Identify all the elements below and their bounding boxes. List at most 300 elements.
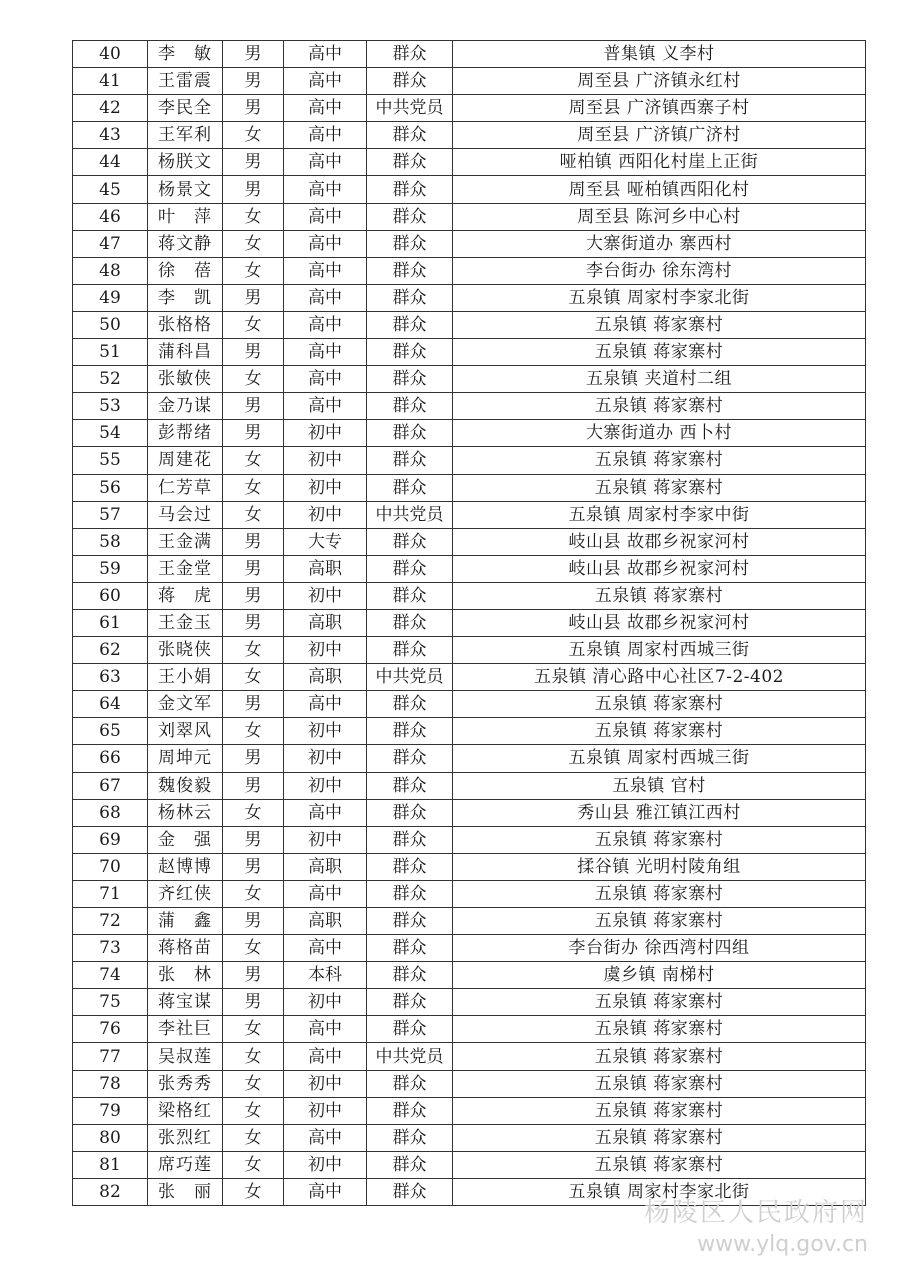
political-status-cell: 群众 [367, 1016, 453, 1043]
gender-cell: 男 [223, 149, 284, 176]
political-status-cell: 群众 [367, 1070, 453, 1097]
address-cell: 五泉镇 蒋家寨村 [453, 582, 866, 609]
political-status-cell: 群众 [367, 1124, 453, 1151]
person-name-cell: 席巧莲 [148, 1151, 223, 1178]
address-cell: 五泉镇 蒋家寨村 [453, 1043, 866, 1070]
table-row [73, 609, 866, 636]
address-cell: 五泉镇 蒋家寨村 [453, 691, 866, 718]
row-number-cell: 74 [73, 962, 148, 989]
table-row [73, 989, 866, 1016]
table-row [73, 420, 866, 447]
gender-cell: 女 [223, 474, 284, 501]
education-level-cell: 高中 [284, 203, 367, 230]
address-cell: 岐山县 故郡乡祝家河村 [453, 555, 866, 582]
address-cell: 五泉镇 蒋家寨村 [453, 474, 866, 501]
address-cell: 五泉镇 周家村李家北街 [453, 1178, 866, 1205]
address-cell: 大寨街道办 寨西村 [453, 230, 866, 257]
political-status-cell: 中共党员 [367, 95, 453, 122]
education-level-cell: 高中 [284, 149, 367, 176]
person-name-cell: 蒋宝谋 [148, 989, 223, 1016]
address-cell: 五泉镇 周家村李家中街 [453, 501, 866, 528]
row-number-cell: 46 [73, 203, 148, 230]
gender-cell: 男 [223, 691, 284, 718]
gender-cell: 女 [223, 501, 284, 528]
political-status-cell: 群众 [367, 826, 453, 853]
political-status-cell: 群众 [367, 853, 453, 880]
row-number-cell: 40 [73, 41, 148, 68]
political-status-cell: 群众 [367, 799, 453, 826]
person-name-cell: 叶 萍 [148, 203, 223, 230]
row-number-cell: 60 [73, 582, 148, 609]
education-level-cell: 高中 [284, 935, 367, 962]
political-status-cell: 群众 [367, 474, 453, 501]
education-level-cell: 高中 [284, 393, 367, 420]
table-row [73, 1124, 866, 1151]
gender-cell: 男 [223, 908, 284, 935]
row-number-cell: 42 [73, 95, 148, 122]
political-status-cell: 群众 [367, 447, 453, 474]
table-row [73, 1043, 866, 1070]
address-cell: 五泉镇 蒋家寨村 [453, 1016, 866, 1043]
row-number-cell: 57 [73, 501, 148, 528]
gender-cell: 女 [223, 1178, 284, 1205]
row-number-cell: 82 [73, 1178, 148, 1205]
address-cell: 五泉镇 周家村西城三街 [453, 745, 866, 772]
table-row [73, 582, 866, 609]
person-name-cell: 王金玉 [148, 609, 223, 636]
political-status-cell: 群众 [367, 528, 453, 555]
gender-cell: 女 [223, 1151, 284, 1178]
table-row [73, 853, 866, 880]
gender-cell: 男 [223, 555, 284, 582]
row-number-cell: 68 [73, 799, 148, 826]
education-level-cell: 高中 [284, 257, 367, 284]
education-level-cell: 初中 [284, 745, 367, 772]
row-number-cell: 81 [73, 1151, 148, 1178]
gender-cell: 男 [223, 41, 284, 68]
person-name-cell: 蒋文静 [148, 230, 223, 257]
gender-cell: 男 [223, 772, 284, 799]
address-cell: 五泉镇 蒋家寨村 [453, 718, 866, 745]
person-name-cell: 李 敏 [148, 41, 223, 68]
person-name-cell: 蒲 鑫 [148, 908, 223, 935]
person-name-cell: 王雷震 [148, 68, 223, 95]
gender-cell: 男 [223, 826, 284, 853]
person-name-cell: 蒋格苗 [148, 935, 223, 962]
gender-cell: 男 [223, 420, 284, 447]
education-level-cell: 高中 [284, 691, 367, 718]
person-name-cell: 王金堂 [148, 555, 223, 582]
gender-cell: 女 [223, 637, 284, 664]
address-cell: 五泉镇 蒋家寨村 [453, 1151, 866, 1178]
row-number-cell: 58 [73, 528, 148, 555]
row-number-cell: 45 [73, 176, 148, 203]
gender-cell: 女 [223, 122, 284, 149]
address-cell: 大寨街道办 西卜村 [453, 420, 866, 447]
political-status-cell: 群众 [367, 962, 453, 989]
political-status-cell: 群众 [367, 609, 453, 636]
political-status-cell: 中共党员 [367, 1043, 453, 1070]
address-cell: 五泉镇 蒋家寨村 [453, 311, 866, 338]
person-name-cell: 王金满 [148, 528, 223, 555]
education-level-cell: 初中 [284, 637, 367, 664]
table-row [73, 1016, 866, 1043]
row-number-cell: 72 [73, 908, 148, 935]
address-cell: 岐山县 故郡乡祝家河村 [453, 528, 866, 555]
political-status-cell: 群众 [367, 284, 453, 311]
row-number-cell: 53 [73, 393, 148, 420]
address-cell: 五泉镇 官村 [453, 772, 866, 799]
row-number-cell: 41 [73, 68, 148, 95]
row-number-cell: 69 [73, 826, 148, 853]
address-cell: 五泉镇 蒋家寨村 [453, 1124, 866, 1151]
address-cell: 五泉镇 蒋家寨村 [453, 826, 866, 853]
political-status-cell: 群众 [367, 989, 453, 1016]
row-number-cell: 80 [73, 1124, 148, 1151]
table-row [73, 284, 866, 311]
education-level-cell: 高中 [284, 230, 367, 257]
political-status-cell: 群众 [367, 582, 453, 609]
education-level-cell: 初中 [284, 718, 367, 745]
person-name-cell: 周建花 [148, 447, 223, 474]
gender-cell: 男 [223, 528, 284, 555]
education-level-cell: 高中 [284, 1016, 367, 1043]
table-row [73, 555, 866, 582]
gender-cell: 女 [223, 366, 284, 393]
row-number-cell: 71 [73, 880, 148, 907]
gender-cell: 男 [223, 176, 284, 203]
row-number-cell: 77 [73, 1043, 148, 1070]
row-number-cell: 67 [73, 772, 148, 799]
person-name-cell: 金乃谋 [148, 393, 223, 420]
person-name-cell: 杨景文 [148, 176, 223, 203]
person-name-cell: 梁格红 [148, 1097, 223, 1124]
political-status-cell: 群众 [367, 745, 453, 772]
person-name-cell: 吴叔莲 [148, 1043, 223, 1070]
person-name-cell: 周坤元 [148, 745, 223, 772]
table-row [73, 95, 866, 122]
gender-cell: 男 [223, 609, 284, 636]
education-level-cell: 初中 [284, 447, 367, 474]
political-status-cell: 群众 [367, 1178, 453, 1205]
person-name-cell: 马会过 [148, 501, 223, 528]
person-name-cell: 金 强 [148, 826, 223, 853]
gender-cell: 女 [223, 230, 284, 257]
table-row [73, 664, 866, 691]
education-level-cell: 初中 [284, 1070, 367, 1097]
education-level-cell: 初中 [284, 582, 367, 609]
gender-cell: 女 [223, 1124, 284, 1151]
political-status-cell: 群众 [367, 393, 453, 420]
political-status-cell: 群众 [367, 176, 453, 203]
political-status-cell: 群众 [367, 68, 453, 95]
education-level-cell: 高中 [284, 339, 367, 366]
table-row [73, 203, 866, 230]
education-level-cell: 高中 [284, 176, 367, 203]
education-level-cell: 高中 [284, 95, 367, 122]
person-name-cell: 魏俊毅 [148, 772, 223, 799]
table-row [73, 935, 866, 962]
education-level-cell: 大专 [284, 528, 367, 555]
gender-cell: 男 [223, 582, 284, 609]
table-row [73, 176, 866, 203]
row-number-cell: 49 [73, 284, 148, 311]
row-number-cell: 78 [73, 1070, 148, 1097]
roster-table [72, 40, 866, 1206]
person-name-cell: 齐红侠 [148, 880, 223, 907]
political-status-cell: 群众 [367, 1151, 453, 1178]
row-number-cell: 63 [73, 664, 148, 691]
education-level-cell: 高职 [284, 908, 367, 935]
table-row [73, 962, 866, 989]
table-row [73, 501, 866, 528]
row-number-cell: 47 [73, 230, 148, 257]
education-level-cell: 高中 [284, 1124, 367, 1151]
political-status-cell: 中共党员 [367, 664, 453, 691]
table-row [73, 772, 866, 799]
address-cell: 五泉镇 周家村西城三街 [453, 637, 866, 664]
political-status-cell: 群众 [367, 935, 453, 962]
watermark-title: 杨陵区人民政府网 [643, 1198, 868, 1228]
person-name-cell: 徐 蓓 [148, 257, 223, 284]
table-row [73, 691, 866, 718]
education-level-cell: 高职 [284, 555, 367, 582]
gender-cell: 女 [223, 664, 284, 691]
table-row [73, 1070, 866, 1097]
education-level-cell: 初中 [284, 1151, 367, 1178]
person-name-cell: 杨林云 [148, 799, 223, 826]
table-row [73, 637, 866, 664]
address-cell: 五泉镇 蒋家寨村 [453, 1070, 866, 1097]
row-number-cell: 76 [73, 1016, 148, 1043]
gender-cell: 女 [223, 935, 284, 962]
address-cell: 五泉镇 清心路中心社区7-2-402 [453, 664, 866, 691]
gender-cell: 女 [223, 447, 284, 474]
row-number-cell: 56 [73, 474, 148, 501]
table-row [73, 826, 866, 853]
table-row [73, 1097, 866, 1124]
political-status-cell: 群众 [367, 1097, 453, 1124]
gender-cell: 女 [223, 880, 284, 907]
person-name-cell: 张秀秀 [148, 1070, 223, 1097]
person-name-cell: 李社巨 [148, 1016, 223, 1043]
political-status-cell: 群众 [367, 880, 453, 907]
table-row [73, 311, 866, 338]
political-status-cell: 群众 [367, 257, 453, 284]
row-number-cell: 51 [73, 339, 148, 366]
political-status-cell: 群众 [367, 311, 453, 338]
political-status-cell: 群众 [367, 637, 453, 664]
education-level-cell: 高中 [284, 880, 367, 907]
row-number-cell: 79 [73, 1097, 148, 1124]
person-name-cell: 张 林 [148, 962, 223, 989]
gender-cell: 女 [223, 799, 284, 826]
table-row [73, 68, 866, 95]
address-cell: 五泉镇 周家村李家北街 [453, 284, 866, 311]
person-name-cell: 张敏侠 [148, 366, 223, 393]
education-level-cell: 初中 [284, 501, 367, 528]
education-level-cell: 初中 [284, 826, 367, 853]
address-cell: 岐山县 故郡乡祝家河村 [453, 609, 866, 636]
education-level-cell: 高中 [284, 1043, 367, 1070]
education-level-cell: 高中 [284, 284, 367, 311]
political-status-cell: 群众 [367, 908, 453, 935]
table-row [73, 339, 866, 366]
address-cell: 五泉镇 夹道村二组 [453, 366, 866, 393]
table-row [73, 528, 866, 555]
political-status-cell: 群众 [367, 122, 453, 149]
education-level-cell: 高中 [284, 122, 367, 149]
address-cell: 五泉镇 蒋家寨村 [453, 1097, 866, 1124]
education-level-cell: 初中 [284, 420, 367, 447]
political-status-cell: 群众 [367, 339, 453, 366]
row-number-cell: 66 [73, 745, 148, 772]
person-name-cell: 杨朕文 [148, 149, 223, 176]
education-level-cell: 高中 [284, 1178, 367, 1205]
education-level-cell: 高中 [284, 799, 367, 826]
table-row [73, 908, 866, 935]
gender-cell: 男 [223, 745, 284, 772]
table-row [73, 880, 866, 907]
person-name-cell: 李 凯 [148, 284, 223, 311]
address-cell: 周至县 广济镇广济村 [453, 122, 866, 149]
row-number-cell: 55 [73, 447, 148, 474]
person-name-cell: 彭帮绪 [148, 420, 223, 447]
education-level-cell: 本科 [284, 962, 367, 989]
watermark-url: www.ylq.gov.cn [697, 1232, 868, 1257]
address-cell: 周至县 广济镇永红村 [453, 68, 866, 95]
education-level-cell: 初中 [284, 772, 367, 799]
political-status-cell: 群众 [367, 230, 453, 257]
gender-cell: 男 [223, 853, 284, 880]
political-status-cell: 群众 [367, 366, 453, 393]
gender-cell: 男 [223, 68, 284, 95]
row-number-cell: 52 [73, 366, 148, 393]
row-number-cell: 75 [73, 989, 148, 1016]
gender-cell: 男 [223, 989, 284, 1016]
row-number-cell: 59 [73, 555, 148, 582]
person-name-cell: 蒲科昌 [148, 339, 223, 366]
roster-body [73, 41, 866, 1206]
table-row [73, 799, 866, 826]
education-level-cell: 高职 [284, 609, 367, 636]
address-cell: 五泉镇 蒋家寨村 [453, 989, 866, 1016]
table-row [73, 122, 866, 149]
row-number-cell: 73 [73, 935, 148, 962]
education-level-cell: 初中 [284, 989, 367, 1016]
row-number-cell: 62 [73, 637, 148, 664]
person-name-cell: 赵博博 [148, 853, 223, 880]
row-number-cell: 61 [73, 609, 148, 636]
person-name-cell: 张烈红 [148, 1124, 223, 1151]
gender-cell: 女 [223, 1016, 284, 1043]
address-cell: 虞乡镇 南梯村 [453, 962, 866, 989]
gender-cell: 女 [223, 257, 284, 284]
address-cell: 哑柏镇 西阳化村崖上正街 [453, 149, 866, 176]
address-cell: 周至县 哑柏镇西阳化村 [453, 176, 866, 203]
gender-cell: 女 [223, 1043, 284, 1070]
address-cell: 周至县 陈河乡中心村 [453, 203, 866, 230]
table-row [73, 366, 866, 393]
gender-cell: 男 [223, 284, 284, 311]
gender-cell: 女 [223, 1070, 284, 1097]
address-cell: 秀山县 雅江镇江西村 [453, 799, 866, 826]
row-number-cell: 64 [73, 691, 148, 718]
political-status-cell: 群众 [367, 149, 453, 176]
row-number-cell: 50 [73, 311, 148, 338]
table-row [73, 257, 866, 284]
person-name-cell: 张晓侠 [148, 637, 223, 664]
site-watermark [644, 1196, 868, 1260]
person-name-cell: 金文军 [148, 691, 223, 718]
row-number-cell: 54 [73, 420, 148, 447]
education-level-cell: 高中 [284, 41, 367, 68]
political-status-cell: 群众 [367, 203, 453, 230]
address-cell: 李台街办 徐东湾村 [453, 257, 866, 284]
address-cell: 周至县 广济镇西寨子村 [453, 95, 866, 122]
table-row [73, 41, 866, 68]
gender-cell: 男 [223, 393, 284, 420]
political-status-cell: 群众 [367, 772, 453, 799]
address-cell: 揉谷镇 光明村陵角组 [453, 853, 866, 880]
table-row [73, 474, 866, 501]
political-status-cell: 群众 [367, 420, 453, 447]
table-row [73, 1151, 866, 1178]
political-status-cell: 群众 [367, 691, 453, 718]
political-status-cell: 中共党员 [367, 501, 453, 528]
table-row [73, 230, 866, 257]
education-level-cell: 高中 [284, 366, 367, 393]
table-row [73, 447, 866, 474]
row-number-cell: 65 [73, 718, 148, 745]
address-cell: 五泉镇 蒋家寨村 [453, 908, 866, 935]
person-name-cell: 刘翠风 [148, 718, 223, 745]
address-cell: 五泉镇 蒋家寨村 [453, 447, 866, 474]
education-level-cell: 高职 [284, 853, 367, 880]
person-name-cell: 王军利 [148, 122, 223, 149]
gender-cell: 男 [223, 962, 284, 989]
education-level-cell: 高中 [284, 68, 367, 95]
address-cell: 五泉镇 蒋家寨村 [453, 880, 866, 907]
person-name-cell: 仁芳草 [148, 474, 223, 501]
education-level-cell: 高中 [284, 311, 367, 338]
education-level-cell: 高职 [284, 664, 367, 691]
political-status-cell: 群众 [367, 718, 453, 745]
person-name-cell: 王小娟 [148, 664, 223, 691]
table-row [73, 149, 866, 176]
gender-cell: 女 [223, 1097, 284, 1124]
address-cell: 李台街办 徐西湾村四组 [453, 935, 866, 962]
education-level-cell: 初中 [284, 1097, 367, 1124]
table-row [73, 718, 866, 745]
person-name-cell: 张格格 [148, 311, 223, 338]
gender-cell: 男 [223, 339, 284, 366]
gender-cell: 女 [223, 203, 284, 230]
person-name-cell: 张 丽 [148, 1178, 223, 1205]
political-status-cell: 群众 [367, 555, 453, 582]
education-level-cell: 初中 [284, 474, 367, 501]
person-name-cell: 李民全 [148, 95, 223, 122]
table-row [73, 393, 866, 420]
gender-cell: 女 [223, 718, 284, 745]
gender-cell: 男 [223, 95, 284, 122]
address-cell: 五泉镇 蒋家寨村 [453, 339, 866, 366]
address-cell: 五泉镇 蒋家寨村 [453, 393, 866, 420]
gender-cell: 女 [223, 311, 284, 338]
political-status-cell: 群众 [367, 41, 453, 68]
row-number-cell: 48 [73, 257, 148, 284]
person-name-cell: 蒋 虎 [148, 582, 223, 609]
